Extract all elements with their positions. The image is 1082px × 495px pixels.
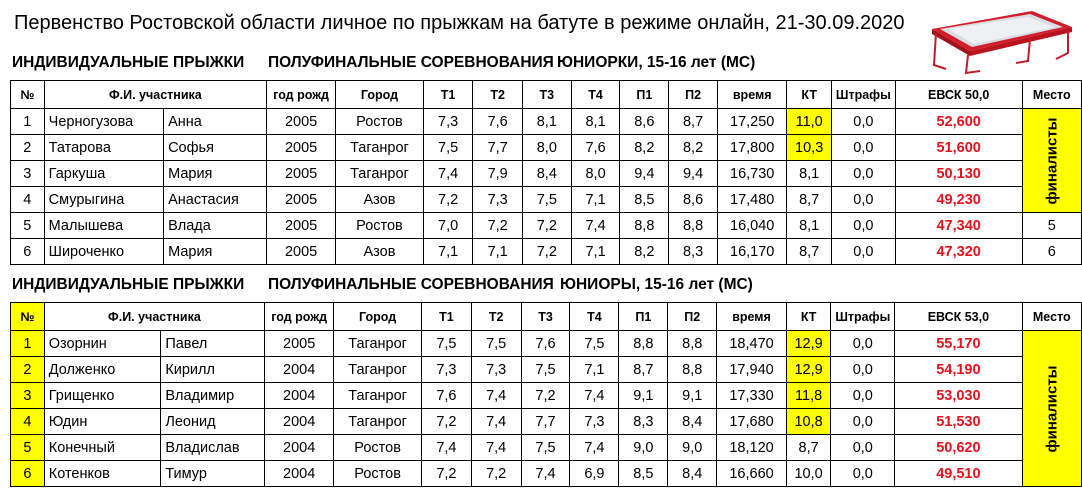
cell-firstname: Владислав [161, 435, 265, 461]
cell-t4: 8,0 [571, 161, 620, 187]
cell-t2: 7,3 [471, 357, 521, 383]
cell-t3: 7,4 [521, 461, 570, 487]
cell-score: 52,600 [895, 109, 1022, 135]
cell-year: 2005 [267, 239, 336, 265]
cell-penalty: 0,0 [831, 135, 895, 161]
cell-kt: 8,7 [787, 187, 831, 213]
cell-t1: 7,4 [423, 161, 473, 187]
cell-score: 49,230 [895, 187, 1022, 213]
finalists-label: финалисты [1043, 117, 1061, 204]
cell-score: 50,620 [895, 435, 1022, 461]
cell-firstname: Мария [164, 239, 267, 265]
col-score: ЕВСК 50,0 [895, 81, 1022, 109]
table-row [11, 239, 1082, 265]
cell-city: Таганрог [336, 161, 424, 187]
cell-kt: 10,8 [786, 409, 831, 435]
cell-penalty: 0,0 [831, 187, 895, 213]
stage-label: ПОЛУФИНАЛЬНЫЕ СОРЕВНОВАНИЯ [268, 54, 554, 71]
cell-t3: 7,5 [522, 187, 571, 213]
cell-year: 2005 [267, 109, 336, 135]
cell-t3: 7,5 [521, 357, 570, 383]
cell-p2: 9,4 [669, 161, 718, 187]
cell-penalty: 0,0 [831, 161, 895, 187]
cell-surname: Смурыгина [44, 187, 163, 213]
cell-p2: 8,2 [669, 135, 718, 161]
cell-firstname: Павел [161, 331, 265, 357]
col-t1: Т1 [422, 303, 472, 331]
col-t1: Т1 [423, 81, 473, 109]
col-p2: П2 [669, 81, 718, 109]
cell-num: 3 [11, 383, 45, 409]
col-name: Ф.И. участника [44, 81, 266, 109]
table-row [11, 435, 1082, 461]
cell-p1: 9,0 [619, 435, 668, 461]
col-num: № [11, 303, 45, 331]
cell-t1: 7,4 [422, 435, 472, 461]
cell-kt: 8,1 [787, 213, 831, 239]
cell-p2: 8,4 [668, 409, 717, 435]
cell-t1: 7,6 [422, 383, 472, 409]
cell-city: Таганрог [334, 357, 422, 383]
cell-city: Азов [336, 187, 424, 213]
cell-p2: 8,8 [668, 331, 717, 357]
cell-time: 17,330 [717, 383, 787, 409]
cell-p1: 8,2 [620, 135, 669, 161]
cell-firstname: Анастасия [164, 187, 267, 213]
cell-surname: Широченко [44, 239, 163, 265]
cell-t1: 7,3 [422, 357, 472, 383]
cell-num: 6 [11, 239, 45, 265]
col-name: Ф.И. участника [44, 303, 264, 331]
cell-penalty: 0,0 [831, 435, 895, 461]
col-p2: П2 [668, 303, 717, 331]
cell-time: 16,730 [717, 161, 787, 187]
cell-surname: Юдин [44, 409, 161, 435]
cell-p1: 8,7 [619, 357, 668, 383]
discipline-label: ИНДИВИДУАЛЬНЫЕ ПРЫЖКИ [12, 54, 245, 71]
cell-p2: 8,8 [669, 213, 718, 239]
cell-p2: 8,3 [669, 239, 718, 265]
cell-year: 2005 [267, 213, 336, 239]
table-row [11, 187, 1082, 213]
page-title: Первенство Ростовской области личное по прыжкам на батуте в режиме онлайн, 21-30.09.2020 [14, 12, 905, 34]
cell-penalty: 0,0 [831, 357, 895, 383]
cell-num: 6 [11, 461, 45, 487]
cell-penalty: 0,0 [831, 383, 895, 409]
cell-city: Ростов [334, 461, 422, 487]
cell-num: 2 [11, 135, 45, 161]
cell-score: 50,130 [895, 161, 1022, 187]
category-label: ЮНИОРЫ, 15-16 лет (МС) [560, 276, 753, 293]
table-header-row [11, 81, 1082, 109]
cell-penalty: 0,0 [831, 409, 895, 435]
cell-t4: 8,1 [571, 109, 620, 135]
cell-year: 2004 [265, 357, 334, 383]
cell-penalty: 0,0 [831, 239, 895, 265]
cell-place: 5 [1022, 213, 1081, 239]
cell-num: 4 [11, 187, 45, 213]
cell-kt: 8,7 [786, 435, 831, 461]
col-t3: Т3 [522, 81, 571, 109]
cell-t2: 7,6 [473, 109, 523, 135]
cell-score: 54,190 [895, 357, 1022, 383]
cell-p2: 8,4 [668, 461, 717, 487]
col-time: время [717, 303, 787, 331]
cell-p1: 8,6 [620, 109, 669, 135]
cell-year: 2004 [265, 409, 334, 435]
table-row [11, 331, 1082, 357]
cell-city: Ростов [336, 213, 424, 239]
cell-t2: 7,5 [471, 331, 521, 357]
col-place: Место [1022, 303, 1081, 331]
cell-time: 18,470 [717, 331, 787, 357]
cell-score: 49,510 [895, 461, 1022, 487]
cell-t2: 7,4 [471, 383, 521, 409]
cell-score: 51,530 [895, 409, 1022, 435]
cell-time: 17,680 [717, 409, 787, 435]
cell-t4: 7,3 [570, 409, 619, 435]
cell-firstname: Влада [164, 213, 267, 239]
col-kt: КТ [787, 81, 831, 109]
cell-time: 16,040 [717, 213, 787, 239]
col-score: ЕВСК 53,0 [895, 303, 1022, 331]
cell-time: 16,170 [717, 239, 787, 265]
cell-year: 2004 [265, 435, 334, 461]
cell-kt: 8,7 [787, 239, 831, 265]
cell-p1: 8,5 [619, 461, 668, 487]
cell-num: 4 [11, 409, 45, 435]
table-row [11, 383, 1082, 409]
cell-t1: 7,3 [423, 109, 473, 135]
cell-kt: 12,9 [786, 331, 831, 357]
table-header-row [11, 303, 1082, 331]
cell-surname: Долженко [44, 357, 161, 383]
cell-t2: 7,1 [473, 239, 523, 265]
cell-t4: 7,5 [570, 331, 619, 357]
cell-t2: 7,2 [473, 213, 523, 239]
col-t2: Т2 [473, 81, 523, 109]
cell-surname: Малышева [44, 213, 163, 239]
col-time: время [717, 81, 787, 109]
cell-firstname: Леонид [161, 409, 265, 435]
cell-t3: 8,4 [522, 161, 571, 187]
col-kt: КТ [786, 303, 831, 331]
cell-kt: 12,9 [786, 357, 831, 383]
trampoline-icon [922, 3, 1080, 75]
cell-city: Таганрог [336, 135, 424, 161]
cell-t4: 7,4 [571, 213, 620, 239]
cell-surname: Черногузова [44, 109, 163, 135]
cell-score: 55,170 [895, 331, 1022, 357]
col-p1: П1 [620, 81, 669, 109]
table-row [11, 135, 1082, 161]
table-row [11, 357, 1082, 383]
cell-num: 1 [11, 331, 45, 357]
cell-kt: 8,1 [787, 161, 831, 187]
col-year: год рожд [265, 303, 334, 331]
cell-t1: 7,2 [422, 461, 472, 487]
category-label: ЮНИОРКИ, 15-16 лет (МС) [557, 54, 756, 71]
cell-firstname: Тимур [161, 461, 265, 487]
cell-firstname: Анна [164, 109, 267, 135]
col-t3: Т3 [521, 303, 570, 331]
cell-surname: Конечный [44, 435, 161, 461]
cell-t3: 8,1 [522, 109, 571, 135]
cell-t4: 7,1 [571, 187, 620, 213]
cell-firstname: Софья [164, 135, 267, 161]
cell-time: 18,120 [717, 435, 787, 461]
cell-time: 17,940 [717, 357, 787, 383]
cell-t3: 7,6 [521, 331, 570, 357]
cell-city: Ростов [336, 109, 424, 135]
cell-t1: 7,1 [423, 239, 473, 265]
cell-t3: 8,0 [522, 135, 571, 161]
table-row [11, 161, 1082, 187]
cell-surname: Грищенко [44, 383, 161, 409]
cell-num: 3 [11, 161, 45, 187]
finalists-label: финалисты [1043, 365, 1061, 452]
cell-penalty: 0,0 [831, 461, 895, 487]
cell-t1: 7,2 [422, 409, 472, 435]
finalists-cell [1022, 331, 1081, 487]
col-penalty: Штрафы [831, 81, 895, 109]
cell-t1: 7,5 [423, 135, 473, 161]
cell-firstname: Кирилл [161, 357, 265, 383]
col-penalty: Штрафы [831, 303, 895, 331]
cell-city: Таганрог [334, 383, 422, 409]
cell-t2: 7,7 [473, 135, 523, 161]
cell-p1: 8,8 [619, 331, 668, 357]
stage-label: ПОЛУФИНАЛЬНЫЕ СОРЕВНОВАНИЯ [268, 276, 554, 293]
cell-num: 5 [11, 213, 45, 239]
table-row [11, 461, 1082, 487]
cell-t3: 7,2 [522, 239, 571, 265]
cell-num: 1 [11, 109, 45, 135]
cell-p1: 8,2 [620, 239, 669, 265]
cell-time: 17,250 [717, 109, 787, 135]
cell-p2: 9,0 [668, 435, 717, 461]
cell-city: Ростов [334, 435, 422, 461]
col-year: год рожд [267, 81, 336, 109]
cell-t1: 7,0 [423, 213, 473, 239]
col-t4: Т4 [571, 81, 620, 109]
col-p1: П1 [619, 303, 668, 331]
cell-p2: 8,8 [668, 357, 717, 383]
cell-surname: Озорнин [44, 331, 161, 357]
col-num: № [11, 81, 45, 109]
cell-p1: 9,4 [620, 161, 669, 187]
cell-firstname: Владимир [161, 383, 265, 409]
cell-score: 51,600 [895, 135, 1022, 161]
col-city: Город [336, 81, 424, 109]
cell-num: 5 [11, 435, 45, 461]
cell-kt: 10,3 [787, 135, 831, 161]
cell-score: 47,320 [895, 239, 1022, 265]
cell-year: 2005 [267, 187, 336, 213]
table-row [11, 213, 1082, 239]
cell-t4: 7,1 [571, 239, 620, 265]
cell-t3: 7,2 [521, 383, 570, 409]
cell-t1: 7,2 [423, 187, 473, 213]
cell-year: 2004 [265, 461, 334, 487]
cell-t2: 7,3 [473, 187, 523, 213]
cell-penalty: 0,0 [831, 331, 895, 357]
cell-surname: Котенков [44, 461, 161, 487]
cell-year: 2004 [265, 383, 334, 409]
results-table-juniors-men [10, 302, 1082, 487]
cell-year: 2005 [267, 135, 336, 161]
col-place: Место [1022, 81, 1081, 109]
cell-time: 17,480 [717, 187, 787, 213]
cell-t2: 7,4 [471, 435, 521, 461]
discipline-label: ИНДИВИДУАЛЬНЫЕ ПРЫЖКИ [12, 276, 245, 293]
cell-penalty: 0,0 [831, 213, 895, 239]
cell-kt: 11,0 [787, 109, 831, 135]
col-city: Город [334, 303, 422, 331]
cell-score: 47,340 [895, 213, 1022, 239]
col-t4: Т4 [570, 303, 619, 331]
cell-place: 6 [1022, 239, 1081, 265]
cell-t3: 7,2 [522, 213, 571, 239]
cell-city: Азов [336, 239, 424, 265]
cell-score: 53,030 [895, 383, 1022, 409]
cell-city: Таганрог [334, 331, 422, 357]
cell-t4: 7,1 [570, 357, 619, 383]
cell-penalty: 0,0 [831, 109, 895, 135]
finalists-cell [1022, 109, 1081, 213]
cell-city: Таганрог [334, 409, 422, 435]
cell-firstname: Мария [164, 161, 267, 187]
cell-p2: 8,6 [669, 187, 718, 213]
col-t2: Т2 [471, 303, 521, 331]
cell-t3: 7,5 [521, 435, 570, 461]
results-table-juniors-women [10, 80, 1082, 265]
cell-p1: 8,5 [620, 187, 669, 213]
cell-t4: 7,4 [570, 383, 619, 409]
cell-t4: 7,4 [570, 435, 619, 461]
cell-p1: 9,1 [619, 383, 668, 409]
cell-p2: 8,7 [669, 109, 718, 135]
cell-t2: 7,2 [471, 461, 521, 487]
cell-surname: Татарова [44, 135, 163, 161]
cell-time: 16,660 [717, 461, 787, 487]
cell-p1: 8,3 [619, 409, 668, 435]
cell-year: 2005 [265, 331, 334, 357]
cell-t4: 6,9 [570, 461, 619, 487]
cell-p1: 8,8 [620, 213, 669, 239]
cell-time: 17,800 [717, 135, 787, 161]
cell-surname: Гаркуша [44, 161, 163, 187]
cell-t2: 7,4 [471, 409, 521, 435]
cell-t1: 7,5 [422, 331, 472, 357]
cell-t3: 7,7 [521, 409, 570, 435]
cell-p2: 9,1 [668, 383, 717, 409]
table-row [11, 109, 1082, 135]
cell-t2: 7,9 [473, 161, 523, 187]
cell-kt: 10,0 [786, 461, 831, 487]
cell-year: 2005 [267, 161, 336, 187]
cell-num: 2 [11, 357, 45, 383]
cell-t4: 7,6 [571, 135, 620, 161]
cell-kt: 11,8 [786, 383, 831, 409]
table-row [11, 409, 1082, 435]
